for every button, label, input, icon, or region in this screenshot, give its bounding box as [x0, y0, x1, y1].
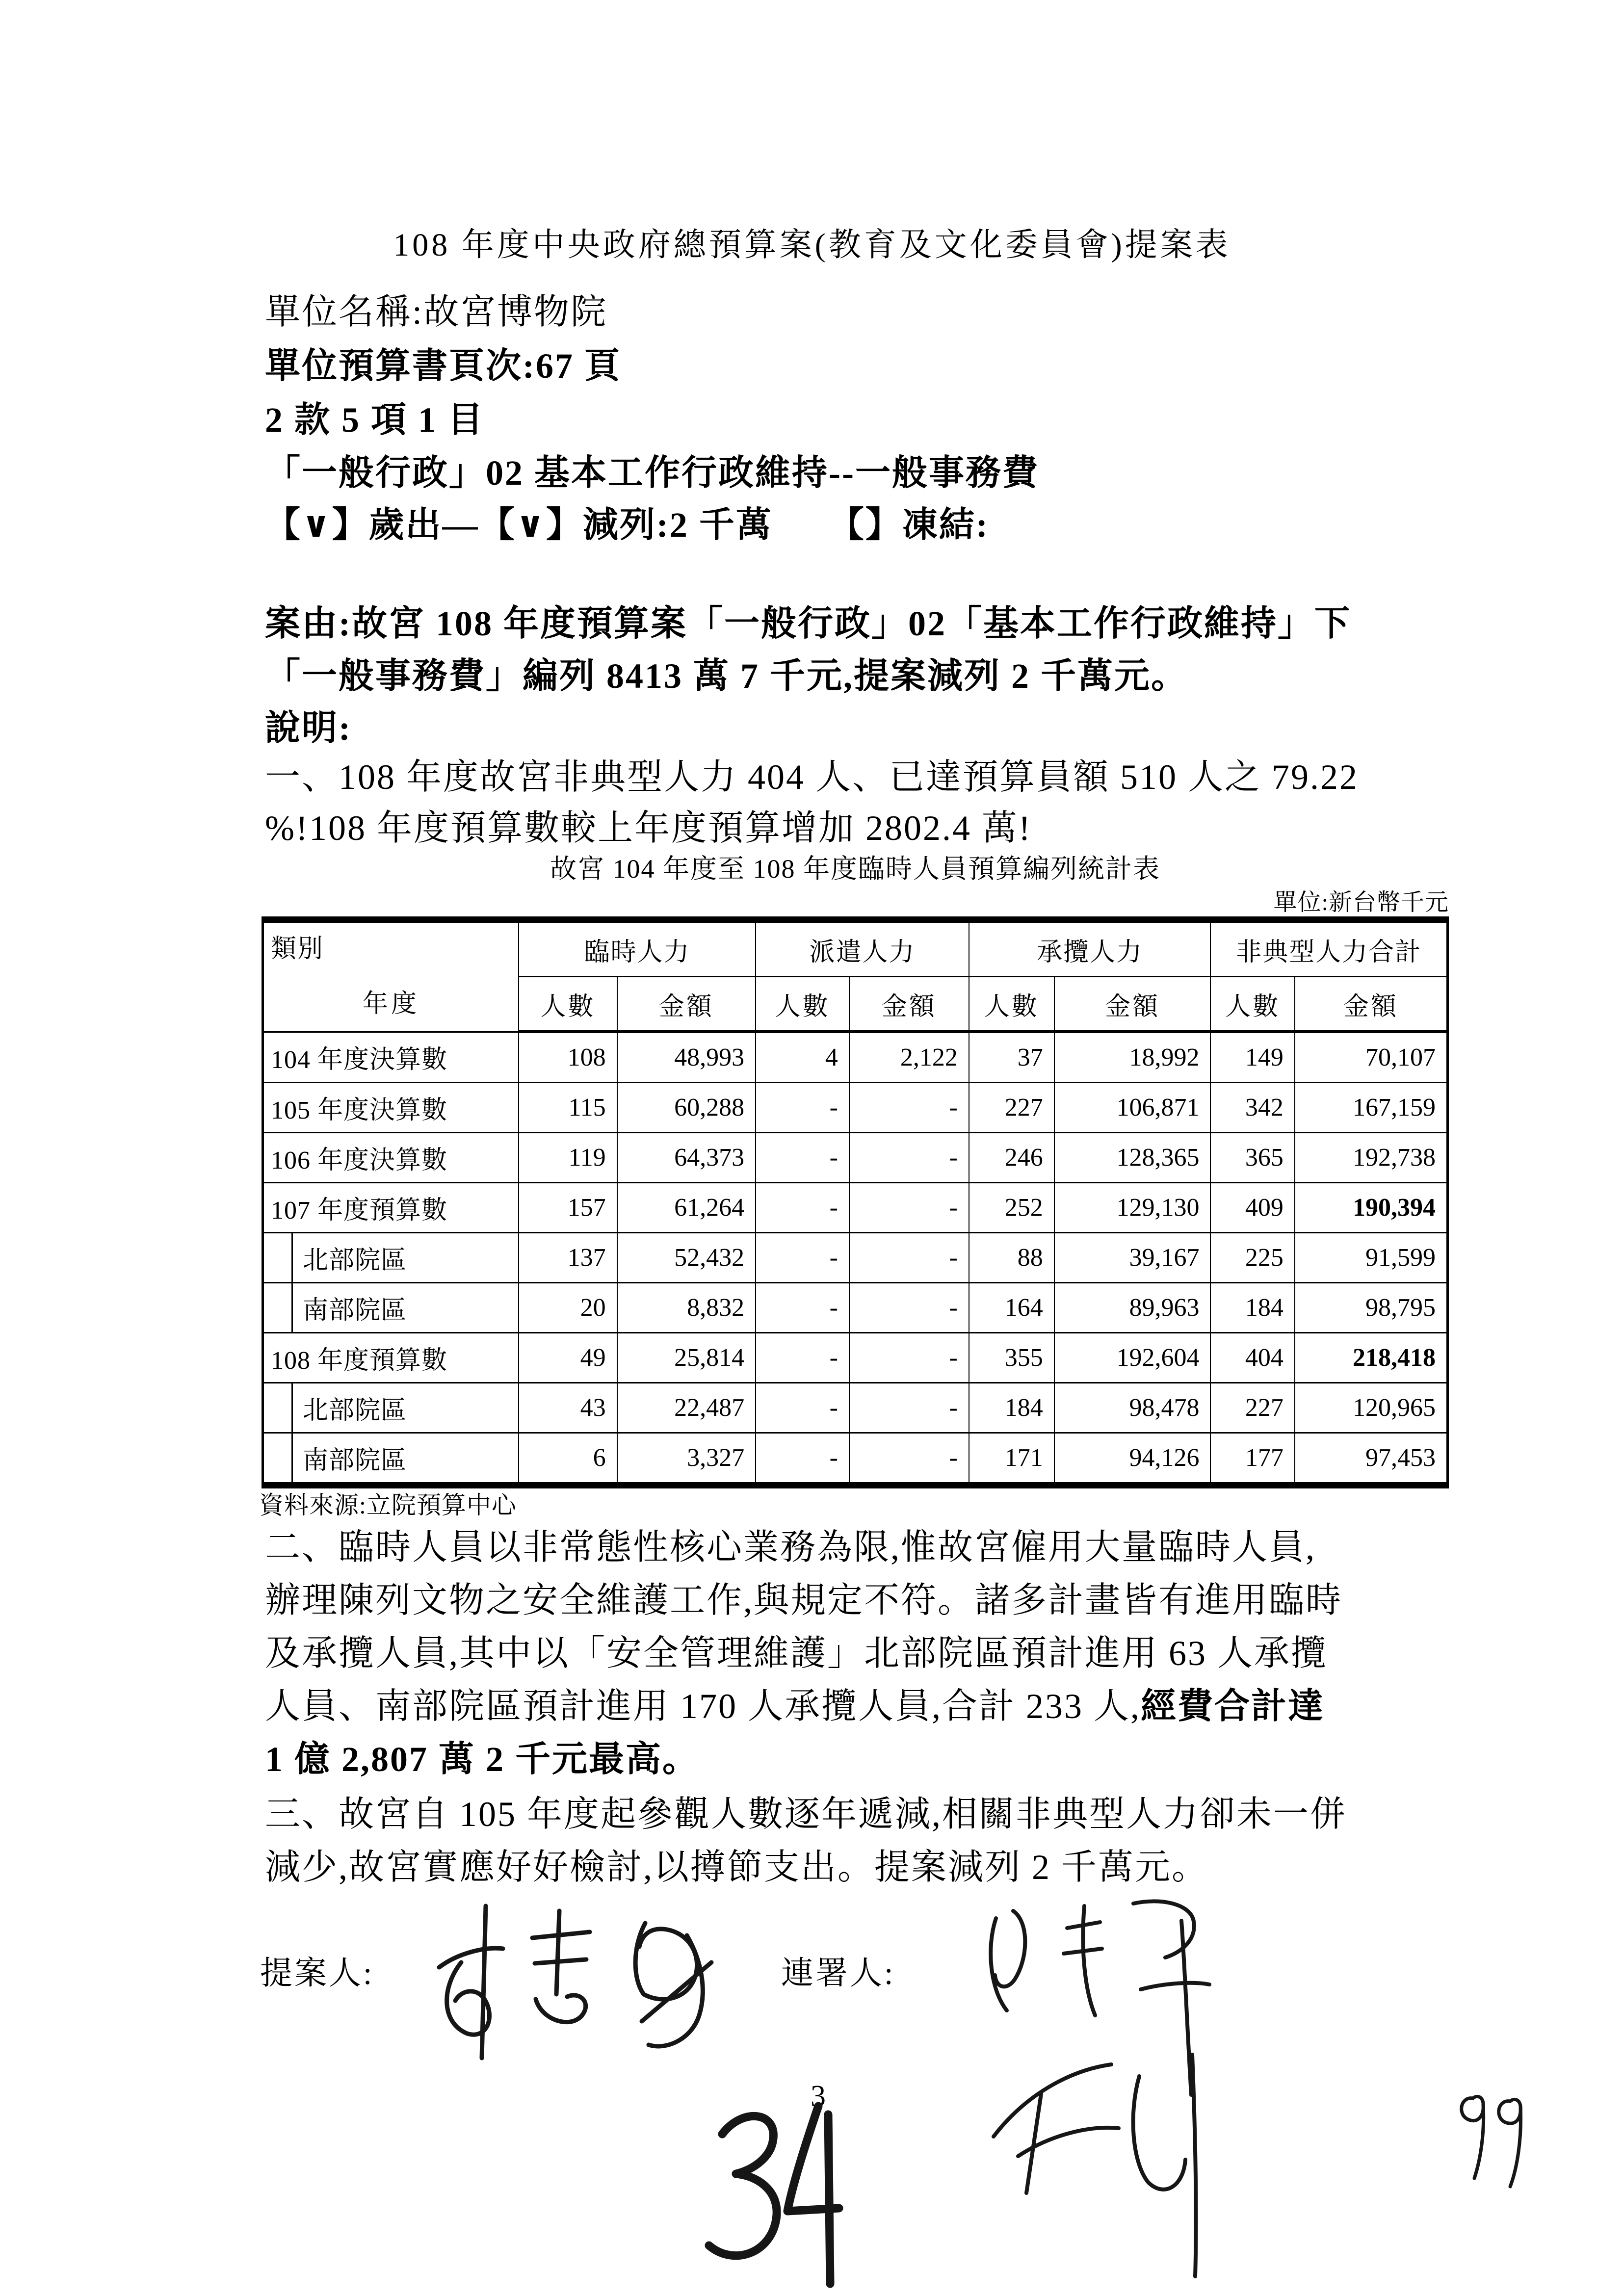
value-cell: -: [756, 1083, 849, 1133]
value-cell: -: [849, 1433, 969, 1486]
value-cell: -: [756, 1333, 849, 1383]
subheader-count: 人數: [519, 977, 617, 1032]
proposer-label: 提案人:: [260, 1956, 374, 1991]
value-cell: 6: [519, 1433, 617, 1486]
value-cell: -: [849, 1333, 969, 1383]
value-cell: -: [849, 1233, 969, 1283]
statistics-table-wrap: [262, 916, 1449, 1488]
value-cell: 129,130: [1054, 1183, 1211, 1233]
point1-line-1: 一、108 年度故宮非典型人力 404 人、已達預算員額 510 人之 79.22: [265, 757, 1359, 797]
source-note: 資料來源:立院預算中心: [259, 1491, 517, 1519]
row-label: 北部院區: [303, 1247, 407, 1275]
value-cell: 342: [1210, 1083, 1294, 1133]
group-header-temporary: 臨時人力: [519, 920, 756, 977]
printed-page-number: 3: [811, 2080, 826, 2113]
value-cell: 70,107: [1295, 1032, 1448, 1083]
statistics-table: [262, 916, 1449, 1488]
value-cell: 22,487: [617, 1383, 756, 1433]
corner-label-year: 年度: [363, 990, 420, 1018]
value-cell: 355: [969, 1333, 1054, 1383]
value-cell: 137: [519, 1233, 617, 1283]
row-label-cell: [263, 1433, 519, 1486]
point2-line-5: 1 億 2,807 萬 2 千元最高。: [265, 1740, 700, 1779]
point2-line-2: 辦理陳列文物之安全維護工作,與規定不符。諸多計畫皆有進用臨時: [265, 1581, 1343, 1620]
proposer-signature: [412, 1889, 736, 2075]
table-title: 故宮 104 年度至 108 年度臨時人員預算編列統計表: [550, 854, 1160, 884]
explanation-label: 說明:: [265, 708, 352, 748]
value-cell: 246: [969, 1133, 1054, 1183]
table-row: [263, 1133, 1448, 1183]
subheader-count: 人數: [1210, 977, 1294, 1032]
budget-item-line: 2 款 5 項 1 目: [265, 400, 485, 440]
value-cell: 20: [519, 1283, 617, 1333]
group-header-total: 非典型人力合計: [1210, 920, 1447, 977]
row-label: 南部院區: [303, 1297, 407, 1325]
point2-line-4-regular: 人員、南部院區預計進用 170 人承攬人員,合計 233 人,: [265, 1687, 1141, 1726]
value-cell: 404: [1210, 1333, 1294, 1383]
case-line-1: 案由:故宮 108 年度預算案「一般行政」02「基本工作行政維持」下: [265, 604, 1351, 643]
point2-line-4: [265, 1689, 1325, 1724]
value-cell: 225: [1210, 1233, 1294, 1283]
value-cell: 18,992: [1054, 1032, 1211, 1083]
table-header-groups: [263, 920, 1448, 977]
value-cell: 89,963: [1054, 1283, 1211, 1333]
value-cell: 97,453: [1295, 1433, 1448, 1486]
value-cell: 192,738: [1295, 1133, 1448, 1183]
value-cell: -: [756, 1433, 849, 1486]
corner-cell: [263, 920, 519, 1032]
value-cell: -: [756, 1383, 849, 1433]
program-line: 「一般行政」02 基本工作行政維持--一般事務費: [265, 453, 1039, 493]
table-row: [263, 1283, 1448, 1333]
value-cell: 106,871: [1054, 1083, 1211, 1133]
row-label-cell: 105 年度決算數: [263, 1083, 519, 1133]
subheader-amount: 金額: [849, 977, 969, 1032]
value-cell: 171: [969, 1433, 1054, 1486]
value-cell: 49: [519, 1333, 617, 1383]
row-label-cell: [263, 1383, 519, 1433]
value-cell: 184: [1210, 1283, 1294, 1333]
value-cell: -: [849, 1383, 969, 1433]
handwritten-number-99: [1447, 2078, 1531, 2195]
value-cell: 409: [1210, 1183, 1294, 1233]
value-cell: 157: [519, 1183, 617, 1233]
table-row: [263, 1083, 1448, 1133]
value-cell: 120,965: [1295, 1383, 1448, 1433]
cosigner-signature-2: [957, 2031, 1241, 2286]
cosigner-label: 連署人:: [781, 1956, 895, 1991]
value-cell: 149: [1210, 1032, 1294, 1083]
value-cell: -: [756, 1283, 849, 1333]
indent-strip: [264, 1233, 293, 1282]
subheader-amount: 金額: [1295, 977, 1448, 1032]
point2-line-4-bold: 經費合計達: [1141, 1687, 1325, 1726]
row-label-cell: [263, 1283, 519, 1333]
table-row: [263, 1183, 1448, 1233]
point3-line-1: 三、故宮自 105 年度起參觀人數逐年遞減,相關非典型人力卻未一併: [265, 1795, 1347, 1834]
value-cell: 88: [969, 1233, 1054, 1283]
table-row: [263, 1433, 1448, 1486]
value-cell: 25,814: [617, 1333, 756, 1383]
subheader-count: 人數: [756, 977, 849, 1032]
value-cell: 8,832: [617, 1283, 756, 1333]
value-cell: 167,159: [1295, 1083, 1448, 1133]
value-cell: 108: [519, 1032, 617, 1083]
budget-page-line: 單位預算書頁次:67 頁: [265, 346, 621, 386]
page-title: 108 年度中央政府總預算案(教育及文化委員會)提案表: [393, 227, 1231, 263]
table-row: [263, 1333, 1448, 1383]
value-cell: 365: [1210, 1133, 1294, 1183]
value-cell: 2,122: [849, 1032, 969, 1083]
case-line-2: 「一般事務費」編列 8413 萬 7 千元,提案減列 2 千萬元。: [265, 656, 1188, 696]
value-cell: 227: [969, 1083, 1054, 1133]
value-cell: 252: [969, 1183, 1054, 1233]
group-header-contract: 承攬人力: [969, 920, 1211, 977]
subheader-amount: 金額: [617, 977, 756, 1032]
value-cell: 98,478: [1054, 1383, 1211, 1433]
row-label-cell: 108 年度預算數: [263, 1333, 519, 1383]
handwritten-number-34: [687, 2087, 859, 2289]
value-cell: 48,993: [617, 1032, 756, 1083]
value-cell: 98,795: [1295, 1283, 1448, 1333]
row-label: 南部院區: [303, 1447, 407, 1475]
value-cell: 39,167: [1054, 1233, 1211, 1283]
value-cell: 43: [519, 1383, 617, 1433]
value-cell: 115: [519, 1083, 617, 1133]
row-label: 北部院區: [303, 1397, 407, 1425]
indent-strip: [264, 1434, 293, 1482]
value-cell: -: [756, 1133, 849, 1183]
indent-strip: [264, 1283, 293, 1332]
value-cell: 64,373: [617, 1133, 756, 1183]
value-cell: -: [756, 1233, 849, 1283]
corner-label-category: 類別: [271, 935, 324, 963]
point2-line-3: 及承攬人員,其中以「安全管理維護」北部院區預計進用 63 人承攬: [265, 1634, 1328, 1673]
value-cell: 128,365: [1054, 1133, 1211, 1183]
row-label-cell: [263, 1233, 519, 1283]
value-cell: 177: [1210, 1433, 1294, 1486]
table-row: [263, 1032, 1448, 1083]
value-cell: 164: [969, 1283, 1054, 1333]
subheader-amount: 金額: [1054, 977, 1211, 1032]
point2-line-1: 二、臨時人員以非常態性核心業務為限,惟故宮僱用大量臨時人員,: [265, 1528, 1316, 1567]
value-cell: 218,418: [1295, 1333, 1448, 1383]
value-cell: 119: [519, 1133, 617, 1183]
value-cell: 52,432: [617, 1233, 756, 1283]
value-cell: 190,394: [1295, 1183, 1448, 1233]
value-cell: 60,288: [617, 1083, 756, 1133]
stats-table-body: [263, 1032, 1448, 1486]
point3-line-2: 減少,故宮實應好好檢討,以撙節支出。提案減列 2 千萬元。: [265, 1848, 1209, 1887]
value-cell: -: [756, 1183, 849, 1233]
value-cell: 37: [969, 1032, 1054, 1083]
value-cell: 184: [969, 1383, 1054, 1433]
table-row: [263, 1233, 1448, 1283]
point1-line-2: %!108 年度預算數較上年度預算增加 2802.4 萬!: [265, 809, 1032, 848]
value-cell: -: [849, 1283, 969, 1333]
subheader-count: 人數: [969, 977, 1054, 1032]
checkbox-line: 【∨】歲出—【∨】減列:2 千萬 【】凍結:: [265, 505, 989, 545]
value-cell: -: [849, 1133, 969, 1183]
table-row: [263, 1383, 1448, 1433]
unit-name-line: 單位名稱:故宮博物院: [265, 292, 608, 332]
value-cell: -: [849, 1183, 969, 1233]
row-label-cell: 107 年度預算數: [263, 1183, 519, 1233]
value-cell: 94,126: [1054, 1433, 1211, 1486]
row-label-cell: 104 年度決算數: [263, 1032, 519, 1083]
indent-strip: [264, 1383, 293, 1432]
value-cell: 192,604: [1054, 1333, 1211, 1383]
value-cell: 91,599: [1295, 1233, 1448, 1283]
value-cell: -: [849, 1083, 969, 1133]
value-cell: 4: [756, 1032, 849, 1083]
row-label-cell: 106 年度決算數: [263, 1133, 519, 1183]
value-cell: 227: [1210, 1383, 1294, 1433]
group-header-dispatch: 派遣人力: [756, 920, 969, 977]
value-cell: 3,327: [617, 1433, 756, 1486]
table-unit-note: 單位:新台幣千元: [1273, 889, 1449, 915]
value-cell: 61,264: [617, 1183, 756, 1233]
